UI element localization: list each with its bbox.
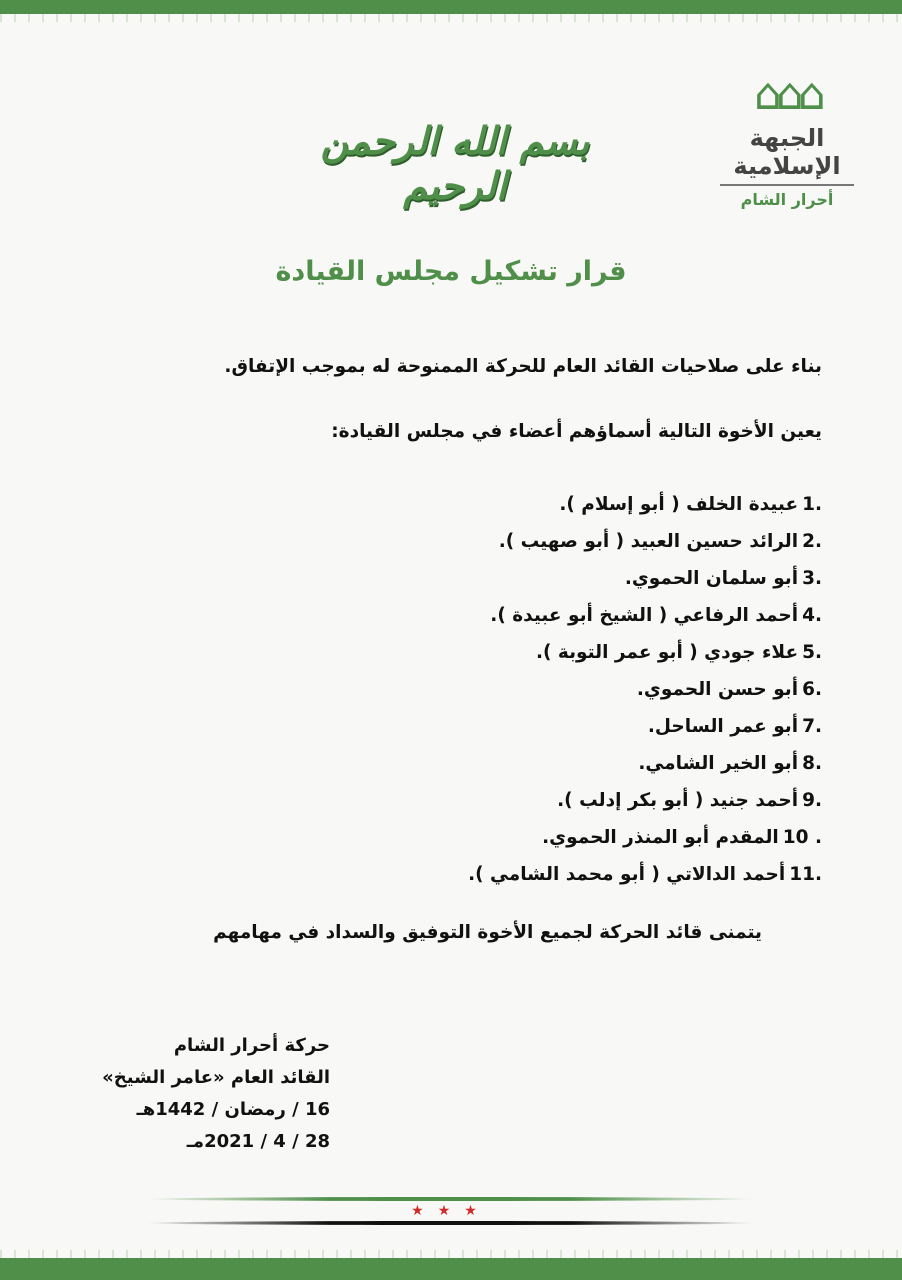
member-name: أبو سلمان الحموي. xyxy=(624,568,799,589)
member-name: أحمد الرفاعي ( الشيخ أبو عبيدة ). xyxy=(490,605,799,626)
logo-divider xyxy=(720,184,854,186)
item-number: 10 . xyxy=(782,827,822,848)
top-green-bar xyxy=(0,0,902,14)
basmala-calligraphy: بسم الله الرحمن الرحيم xyxy=(320,118,590,208)
member-name: عبيدة الخلف ( أبو إسلام ). xyxy=(559,494,799,515)
member-name: أبو حسن الحموي. xyxy=(636,679,799,700)
list-item xyxy=(468,782,822,819)
item-number: 9. xyxy=(802,790,822,811)
list-item xyxy=(468,819,822,856)
logo-text-front: الجبهة الإسلامية xyxy=(733,124,841,180)
item-number: 11. xyxy=(789,864,822,885)
intro-paragraph: بناء على صلاحيات القائد العام للحركة الممنوحة له بموجب الإتفاق. xyxy=(224,356,822,377)
member-name: علاء جودي ( أبو عمر التوبة ). xyxy=(535,642,799,663)
signature-block xyxy=(102,1030,330,1158)
date-hijri: 16 / رمضان / 1442هـ xyxy=(136,1099,330,1120)
member-name: أحمد جنيد ( أبو بكر إدلب ). xyxy=(557,790,799,811)
list-item xyxy=(468,523,822,560)
closing-statement: يتمنى قائد الحركة لجميع الأخوة التوفيق والسداد في مهامهم xyxy=(213,922,762,943)
list-item xyxy=(468,486,822,523)
list-item xyxy=(468,856,822,893)
member-name: أبو عمر الساحل. xyxy=(647,716,799,737)
item-number: 1. xyxy=(802,494,822,515)
member-name: أحمد الدالاتي ( أبو محمد الشامي ). xyxy=(468,864,786,885)
item-number: 5. xyxy=(802,642,822,663)
bottom-green-bar xyxy=(0,1258,902,1280)
member-name: المقدم أبو المنذر الحموي. xyxy=(542,827,779,848)
organization-logo xyxy=(712,70,862,209)
green-divider xyxy=(145,1197,755,1201)
item-number: 4. xyxy=(802,605,822,626)
item-number: 6. xyxy=(802,679,822,700)
appointment-paragraph: يعين الأخوة التالية أسماؤهم أعضاء في مجلس القيادة: xyxy=(331,421,822,442)
member-name: الرائد حسين العبيد ( أبو صهيب ). xyxy=(498,531,799,552)
item-number: 3. xyxy=(802,568,822,589)
logo-text-ahrar: أحرار الشام xyxy=(740,190,834,209)
list-item xyxy=(468,634,822,671)
list-item xyxy=(468,671,822,708)
members-list xyxy=(468,486,822,893)
top-pattern-border xyxy=(0,14,902,22)
logo-arches-icon: ⌂⌂⌂ xyxy=(754,69,820,120)
document-title: قرار تشكيل مجلس القيادة xyxy=(275,256,627,287)
signature-leader: القائد العام «عامر الشيخ» xyxy=(102,1067,330,1088)
item-number: 2. xyxy=(802,531,822,552)
item-number: 8. xyxy=(802,753,822,774)
signature-org: حركة أحرار الشام xyxy=(173,1035,330,1056)
red-stars-icon: ★★★ xyxy=(411,1203,491,1219)
member-name: أبو الخير الشامي. xyxy=(638,753,799,774)
list-item xyxy=(468,708,822,745)
item-number: 7. xyxy=(802,716,822,737)
list-item xyxy=(468,745,822,782)
bottom-pattern-border xyxy=(0,1250,902,1258)
date-gregorian: 28 / 4 / 2021مـ xyxy=(186,1131,330,1152)
list-item xyxy=(468,560,822,597)
list-item xyxy=(468,597,822,634)
black-divider xyxy=(145,1221,755,1225)
